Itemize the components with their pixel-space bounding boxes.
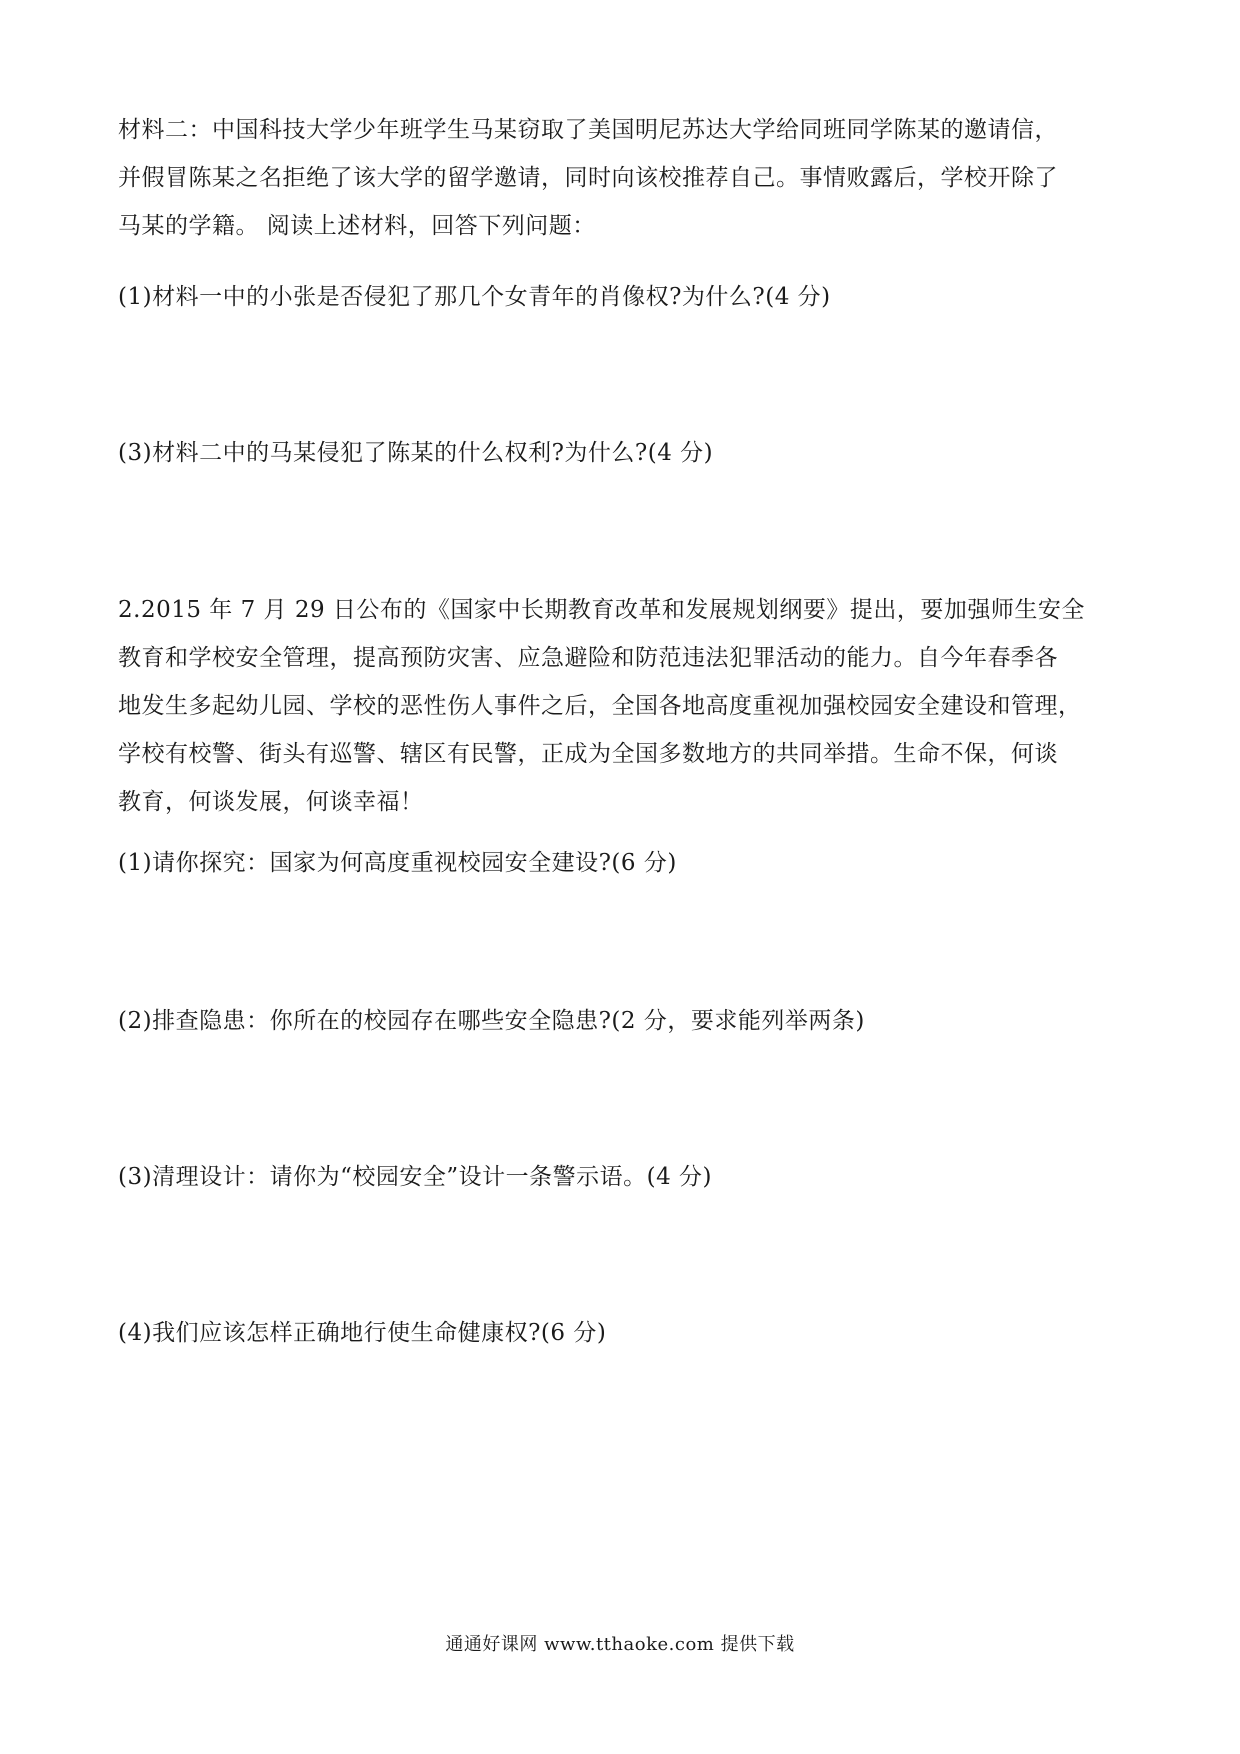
question-two-paragraph bbox=[118, 586, 1128, 826]
part2-question-3: (3)清理设计：请你为“校园安全”设计一条警示语。(4 分) bbox=[118, 1164, 712, 1190]
part2-question-4: (4)我们应该怎样正确地行使生命健康权?(6 分) bbox=[118, 1320, 607, 1346]
part2-question-2: (2)排查隐患：你所在的校园存在哪些安全隐患?(2 分，要求能列举两条) bbox=[118, 1008, 865, 1034]
part2-question-1: (1)请你探究：国家为何高度重视校园安全建设?(6 分) bbox=[118, 850, 677, 876]
question-two-line: 教育，何谈发展，何谈幸福！ bbox=[118, 789, 424, 815]
material-two-line: 马某的学籍。 阅读上述材料，回答下列问题： bbox=[118, 213, 596, 239]
question-two-line: 教育和学校安全管理，提高预防灾害、应急避险和防范违法犯罪活动的能力。自今年春季各 bbox=[118, 645, 1058, 671]
material-two-line: 材料二：中国科技大学少年班学生马某窃取了美国明尼苏达大学给同班同学陈某的邀请信， bbox=[118, 117, 1058, 143]
question-two-line: 学校有校警、街头有巡警、辖区有民警，正成为全国多数地方的共同举措。生命不保，何谈 bbox=[118, 741, 1058, 767]
part1-question-1: (1)材料一中的小张是否侵犯了那几个女青年的肖像权?为什么?(4 分) bbox=[118, 284, 831, 310]
material-two-paragraph bbox=[118, 106, 1128, 250]
material-two-line: 并假冒陈某之名拒绝了该大学的留学邀请，同时向该校推荐自己。事情败露后，学校开除了 bbox=[118, 165, 1058, 191]
question-two-line: 地发生多起幼儿园、学校的恶性伤人事件之后，全国各地高度重视加强校园安全建设和管理， bbox=[118, 693, 1082, 719]
question-two-line: 2.2015 年 7 月 29 日公布的《国家中长期教育改革和发展规划纲要》提出，要加强师生安全 bbox=[118, 597, 1085, 623]
page-footer: 通通好课网 www.tthaoke.com 提供下载 bbox=[445, 1634, 795, 1655]
part1-question-3: (3)材料二中的马某侵犯了陈某的什么权利?为什么?(4 分) bbox=[118, 440, 714, 466]
